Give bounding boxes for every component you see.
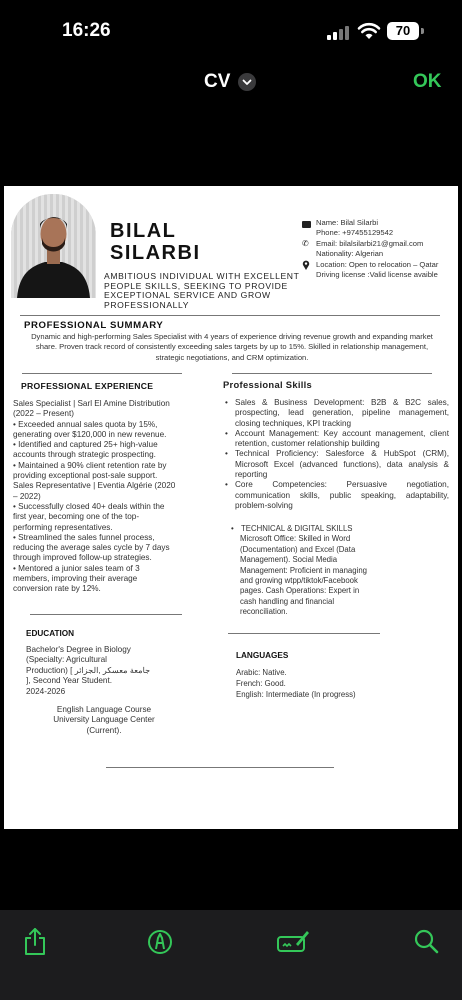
- contact-location: Location: Open to relocation – Qatar: [316, 259, 439, 269]
- contact-email: Email: bilalsilarbi21@gmail.com: [316, 238, 424, 248]
- battery-icon: [387, 22, 419, 40]
- tech-skills-line: (Documentation) and Excel (Data: [240, 544, 356, 554]
- tech-skills: [231, 524, 391, 618]
- divider-top: [20, 315, 440, 316]
- experience-line: • Identified and captured 25+ high-value: [13, 440, 158, 450]
- divider-languages: [228, 633, 380, 634]
- languages-heading: LANGUAGES: [236, 651, 289, 660]
- id-card-icon: [302, 221, 311, 228]
- education-line: 2024-2026: [26, 686, 66, 696]
- location-pin-icon: [302, 260, 310, 270]
- tech-skills-line: Management). Social Media: [240, 555, 338, 565]
- education-course: [14, 705, 194, 736]
- status-time: 16:26: [62, 20, 111, 41]
- divider-summary-left: [22, 373, 182, 374]
- contact-nationality: Nationality: Algerian: [316, 249, 384, 259]
- experience-list: [13, 399, 208, 595]
- experience-line: first year, becoming one of the top-: [13, 512, 140, 522]
- contact-name: Name: Bilal Silarbi: [316, 218, 379, 227]
- skill-item: • Technical Proficiency: Salesforce & HubSpot (CRM), Microsoft Excel (advanced functions), data analysis & reporting: [223, 449, 449, 480]
- experience-line: • Streamlined the sales funnel process,: [13, 532, 155, 542]
- cv-tagline: AMBITIOUS INDIVIDUAL WITH EXCELLENT PEOPLE SKILLS, SEEKING TO PROVIDE EXCEPTIONAL SERVICE AND GROW PROFESSIONALLY: [104, 271, 300, 310]
- experience-line: generating over $120,000 in new revenue.: [13, 429, 167, 439]
- experience-line: • Successfully closed 40+ deals within the: [13, 501, 165, 511]
- experience-line: – 2022): [13, 491, 41, 501]
- education-list: [26, 645, 206, 697]
- language-item: French: Good.: [236, 679, 286, 688]
- languages-list: [236, 667, 436, 700]
- nav-bar: [0, 62, 462, 102]
- experience-line: (2022 – Present): [13, 409, 74, 419]
- chevron-down-icon: [238, 73, 256, 91]
- status-bar: [0, 0, 462, 60]
- education-course-line: (Current).: [86, 725, 122, 735]
- document-title[interactable]: CV: [204, 71, 231, 92]
- phone-icon: ✆: [302, 238, 309, 248]
- education-line: Bachelor's Degree in Biology: [26, 645, 131, 654]
- experience-line: Sales Representative | Eventia Algérie (2020: [13, 481, 176, 491]
- ok-button[interactable]: OK: [413, 71, 442, 92]
- profile-photo: [11, 194, 96, 298]
- experience-line: • Maintained a 90% client retention rate by: [13, 460, 167, 470]
- battery-tip: [421, 28, 424, 34]
- bottom-toolbar: [0, 910, 462, 1000]
- education-line: ], Second Year Student.: [26, 676, 113, 686]
- cellular-signal-icon: [327, 26, 349, 40]
- experience-line: • Mentored a junior sales team of 3: [13, 563, 140, 573]
- experience-line: through improved follow-up strategies.: [13, 553, 152, 563]
- education-course-line: English Language Course: [56, 705, 152, 714]
- tech-skills-line: cash handling and financial: [240, 596, 335, 606]
- contact-phone: Phone: +97455129542: [316, 228, 394, 238]
- tech-skills-line: Microsoft Office: Skilled in Word: [240, 534, 351, 544]
- education-course-line: University Language Center: [53, 715, 155, 725]
- cv-last-name: SILARBI: [110, 242, 201, 264]
- education-line: Production) [ جامعة معسكر ,الجزائر: [26, 665, 151, 675]
- education-heading: EDUCATION: [26, 629, 75, 638]
- divider-summary-right: [232, 373, 432, 374]
- cv-document[interactable]: [4, 186, 458, 829]
- experience-line: accounts through strategic prospecting.: [13, 450, 156, 460]
- experience-heading: PROFESSIONAL EXPERIENCE: [21, 381, 154, 391]
- skill-item: • Sales & Business Development: B2B & B2C sales, prospecting, lead generation, pipeline management, closing techniques, KPI tracking: [223, 398, 449, 429]
- tech-skills-line: and growing wtpp/tiktok/Facebook: [240, 576, 358, 586]
- title-menu-button[interactable]: [238, 73, 256, 91]
- signature-icon[interactable]: [276, 926, 310, 956]
- cv-first-name: BILAL: [110, 220, 177, 242]
- language-item: English: Intermediate (In progress): [236, 690, 356, 699]
- search-icon[interactable]: [413, 926, 439, 956]
- experience-line: • Exceeded annual sales quota by 15%,: [13, 419, 158, 429]
- experience-line: members, improving their average: [13, 574, 138, 584]
- markup-icon[interactable]: [147, 926, 173, 956]
- skill-item: • Core Competencies: Persuasive negotiation, communication skills, public speaking, adaptability, problem-solving: [223, 480, 449, 511]
- contact-driving-license: Driving license :Valid license avaible: [316, 270, 438, 279]
- language-item: Arabic: Native.: [236, 668, 287, 677]
- tech-skills-line: Management: Proficient in managing: [240, 565, 367, 575]
- tech-skills-heading: • TECHNICAL & DIGITAL SKILLS: [231, 524, 391, 534]
- education-line: (Specialty: Agricultural: [26, 655, 107, 665]
- wifi-icon: [357, 22, 381, 40]
- experience-line: providing exceptional post-sale support.: [13, 471, 158, 481]
- divider-bottom: [106, 767, 334, 768]
- experience-line: Sales Specialist | Sarl El Amine Distribution: [13, 399, 170, 408]
- skill-item: • Account Management: Key account management, client retention, customer relationship building: [223, 429, 449, 450]
- experience-line: performing representatives.: [13, 522, 113, 532]
- summary-heading: PROFESSIONAL SUMMARY: [24, 320, 164, 331]
- skills-list: [223, 398, 449, 511]
- battery-level: 70: [395, 23, 411, 38]
- experience-line: reducing the average sales cycle by 7 days: [13, 543, 170, 553]
- divider-education: [30, 614, 182, 615]
- tech-skills-line: reconciliation.: [240, 607, 288, 617]
- experience-line: conversion rate by 12%.: [13, 584, 101, 594]
- summary-text: Dynamic and high-performing Sales Specialist with 4 years of experience driving revenue growth and expanding market share. Proven track record of consistently exceeding sales targets by up to 15%. Skilled in relationship management, strategic negotiations, and CRM optimization.: [31, 332, 433, 362]
- tech-skills-line: pages. Cash Operations: Expert in: [240, 586, 360, 596]
- person-silhouette-icon: [11, 194, 96, 298]
- share-icon[interactable]: [23, 926, 47, 956]
- skills-heading: Professional Skills: [223, 379, 313, 390]
